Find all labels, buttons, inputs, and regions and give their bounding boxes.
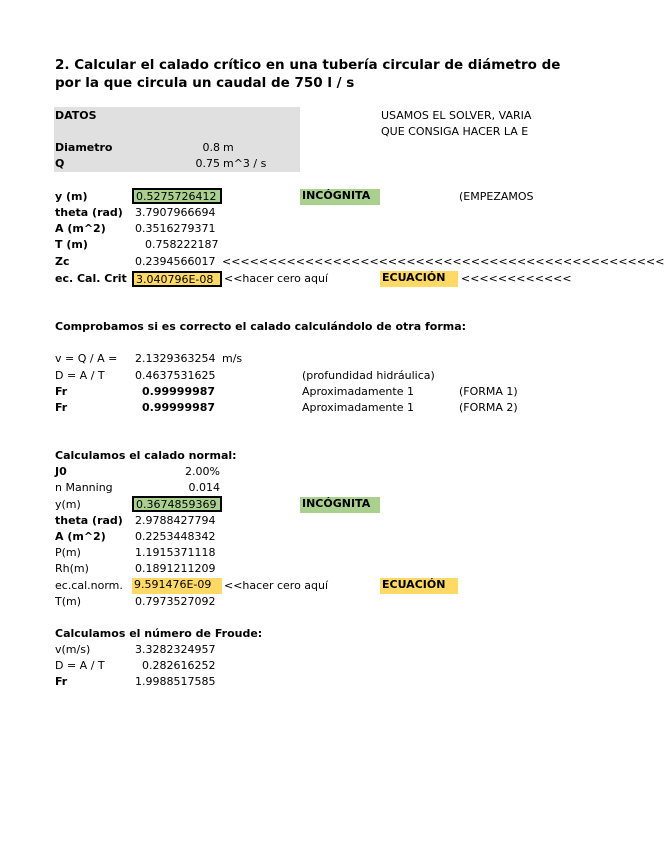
critical-ec-note: <<hacer cero aquí — [224, 272, 329, 285]
froude-heading: Calculamos el número de Froude: — [55, 627, 263, 640]
check-fr2-value: 0.99999987 — [142, 401, 216, 414]
normal-ec-label: ec.cal.norm. — [55, 579, 123, 592]
q-label: Q — [55, 157, 65, 170]
check-fr1-note: Aproximadamente 1 — [302, 385, 414, 398]
q-unit: m^3 / s — [223, 157, 267, 170]
check-fr1-label: Fr — [55, 385, 68, 398]
diametro-unit: m — [223, 141, 234, 154]
critical-incognita-badge: INCÓGNITA — [300, 189, 380, 205]
critical-a-value: 0.3516279371 — [135, 222, 216, 235]
critical-zc-label: Zc — [55, 255, 70, 268]
normal-n-value[interactable]: 0.014 — [188, 481, 220, 494]
normal-y-label: y(m) — [55, 498, 81, 511]
critical-t-label: T (m) — [55, 238, 88, 251]
normal-heading: Calculamos el calado normal: — [55, 449, 237, 462]
normal-a-value: 0.2253448342 — [135, 530, 216, 543]
check-d-value: 0.4637531625 — [135, 369, 216, 382]
critical-y-label: y (m) — [55, 190, 88, 203]
check-v-label: v = Q / A = — [55, 352, 118, 365]
check-d-label: D = A / T — [55, 369, 105, 382]
check-fr1-value: 0.99999987 — [142, 385, 216, 398]
normal-ec-note: <<hacer cero aquí — [224, 579, 329, 592]
problem-title-line1: 2. Calcular el calado crítico en una tubería circular de diámetro de — [55, 57, 561, 73]
normal-p-value: 1.1915371118 — [135, 546, 216, 559]
normal-y-value: 0.3674859369 — [136, 498, 217, 511]
check-d-note: (profundidad hidráulica) — [302, 369, 435, 382]
froude-fr-label: Fr — [55, 675, 68, 688]
critical-a-label: A (m^2) — [55, 222, 106, 235]
normal-rh-label: Rh(m) — [55, 562, 89, 575]
solver-note-line2: QUE CONSIGA HACER LA E — [381, 125, 529, 138]
critical-ecuacion-arrows: <<<<<<<<<<<< — [461, 272, 572, 285]
q-value[interactable]: 0.75 — [195, 157, 220, 170]
normal-theta-value: 2.9788427794 — [135, 514, 216, 527]
critical-zc-value: 0.2394566017 — [135, 255, 216, 268]
solver-note-line1: USAMOS EL SOLVER, VARIA — [381, 109, 532, 122]
normal-a-label: A (m^2) — [55, 530, 106, 543]
datos-header: DATOS — [55, 109, 97, 122]
normal-theta-label: theta (rad) — [55, 514, 123, 527]
froude-d-label: D = A / T — [55, 659, 105, 672]
critical-empezamos-note: (EMPEZAMOS — [459, 190, 534, 203]
critical-ec-label: ec. Cal. Crit — [55, 272, 127, 285]
critical-theta-label: theta (rad) — [55, 206, 123, 219]
normal-n-label: n Manning — [55, 481, 113, 494]
normal-j0-label: J0 — [55, 465, 67, 478]
check-fr2-label: Fr — [55, 401, 68, 414]
critical-y-cell[interactable] — [132, 188, 222, 204]
check-fr2-form: (FORMA 2) — [459, 401, 518, 414]
critical-ecuacion-badge: ECUACIÓN — [380, 271, 458, 287]
normal-t-label: T(m) — [55, 595, 82, 608]
critical-y-value: 0.5275726412 — [136, 190, 217, 203]
problem-title-line2: por la que circula un caudal de 750 l / s — [55, 75, 355, 91]
normal-rh-value: 0.1891211209 — [135, 562, 216, 575]
critical-t-value: 0.758222187 — [145, 238, 219, 251]
froude-d-value: 0.282616252 — [142, 659, 216, 672]
check-fr1-form: (FORMA 1) — [459, 385, 518, 398]
normal-ecuacion-badge: ECUACIÓN — [380, 578, 458, 594]
diametro-label: Diametro — [55, 141, 113, 154]
froude-v-value: 3.3282324957 — [135, 643, 216, 656]
critical-zc-arrows: <<<<<<<<<<<<<<<<<<<<<<<<<<<<<<<<<<<<<<<<<<<<<<<< — [222, 255, 664, 268]
critical-ec-cell[interactable] — [132, 271, 222, 287]
check-fr2-note: Aproximadamente 1 — [302, 401, 414, 414]
normal-j0-value[interactable]: 2.00% — [185, 465, 220, 478]
diametro-value[interactable]: 0.8 — [202, 141, 220, 154]
critical-theta-value: 3.7907966694 — [135, 206, 216, 219]
froude-v-label: v(m/s) — [55, 643, 91, 656]
check-v-unit: m/s — [222, 352, 243, 365]
normal-y-cell[interactable] — [132, 496, 222, 512]
normal-p-label: P(m) — [55, 546, 81, 559]
critical-ec-value: 3.040796E-08 — [136, 273, 214, 286]
normal-t-value: 0.7973527092 — [135, 595, 216, 608]
froude-fr-value: 1.9988517585 — [135, 675, 216, 688]
normal-ec-cell[interactable] — [132, 578, 222, 594]
normal-ec-value: 9.591476E-09 — [134, 578, 212, 591]
normal-incognita-badge: INCÓGNITA — [300, 497, 380, 513]
check-v-value: 2.1329363254 — [135, 352, 216, 365]
check-heading: Comprobamos si es correcto el calado calculándolo de otra forma: — [55, 320, 467, 333]
